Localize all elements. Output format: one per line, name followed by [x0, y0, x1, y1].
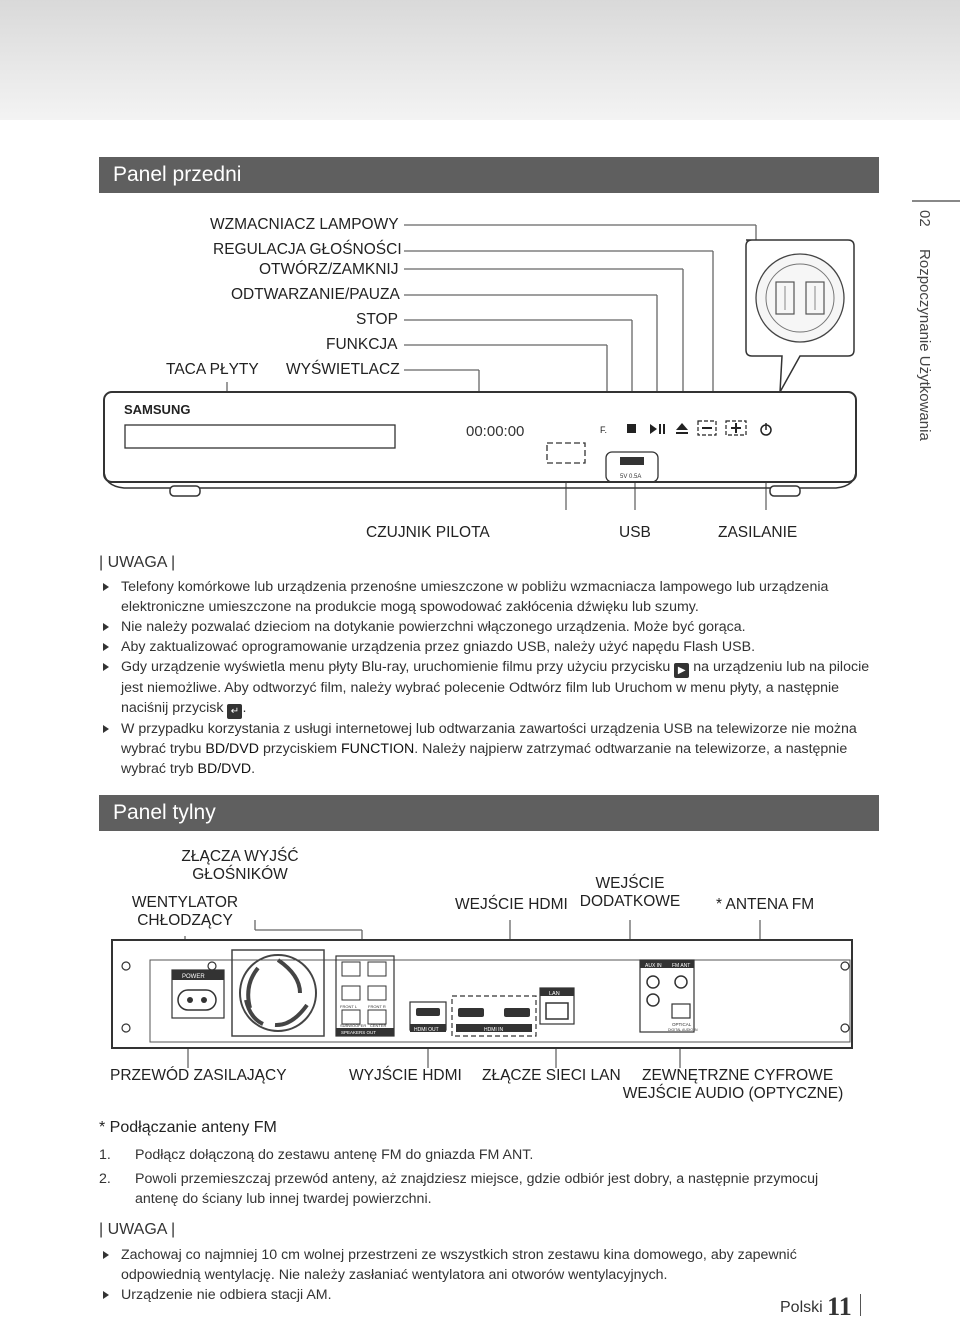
play-button-icon: ▶ [674, 663, 689, 678]
front-panel-diagram [0, 200, 900, 510]
note-list [99, 1245, 859, 1305]
note-text: W przypadku korzystania z usługi internetowej lub odtwarzania zawartości urządzenia USB na telewizorze nie można wybrać trybu [121, 721, 857, 757]
step-number: 2. [99, 1171, 111, 1187]
usb-rating: 5V 0.5A [620, 474, 642, 480]
footer-language: Polski [780, 1299, 823, 1316]
label-open-close: OTWÓRZ/ZAMKNIJ [259, 261, 399, 278]
page-number: 11 [827, 1292, 852, 1321]
note-list [99, 577, 889, 779]
center-label: CENTER [370, 1023, 387, 1028]
front-display-digits: 00:00:00 [466, 423, 525, 440]
label-remote-sensor: CZUJNIK PILOTA [366, 524, 490, 541]
note-title: | UWAGA | [99, 1221, 176, 1238]
mode-name: BD/DVD [205, 741, 259, 757]
label-optical-in: ZEWNĘTRZNE CYFROWE WEJŚCIE AUDIO (OPTYCZNE) [622, 1067, 844, 1102]
note-text: . [251, 761, 256, 777]
label-usb: USB [619, 524, 651, 541]
note-text: . [242, 700, 247, 716]
fm-step [99, 1169, 859, 1209]
label-tube-amp: WZMACNIACZ LAMPOWY [210, 216, 399, 233]
step-text: Podłącz dołączoną do zestawu antenę FM do gniazda FM ANT. [135, 1147, 534, 1163]
side-tab-number: 02 [916, 210, 933, 227]
side-tab-rule [912, 200, 960, 202]
note-text: przyciskiem [262, 741, 338, 757]
front-l-label: FRONT L [340, 1004, 358, 1009]
rear-power-label: POWER [182, 974, 205, 980]
note-item [99, 719, 889, 779]
label-volume: REGULACJA GŁOŚNOŚCI [213, 241, 402, 258]
note-item: Urządzenie nie odbiera stacji AM. [99, 1285, 859, 1305]
label-lan: ZŁĄCZE SIECI LAN [482, 1067, 621, 1084]
enter-button-icon: ↵ [227, 704, 242, 719]
note-title: | UWAGA | [99, 554, 176, 571]
footer-rule [860, 1294, 861, 1316]
fm-step [99, 1145, 859, 1165]
note-text: na urządzeniu lub na pilocie jest niemożliwe. Aby odtworzyć film, należy wybrać polecenie Odtwórz film lub Uruchom w menu płyty, a następnie naciśnij przycisk [121, 659, 870, 716]
side-tab [916, 210, 933, 441]
label-speaker-out: ZŁĄCZA WYJŚĆ GŁOŚNIKÓW [181, 848, 299, 883]
hdmi-in-port-label: HDMI IN [484, 1027, 504, 1033]
label-hdmi-out: WYJŚCIE HDMI [349, 1067, 462, 1084]
digital-audio-in-label: DIGITAL AUDIO IN [668, 1028, 698, 1032]
front-r-label: FRONT R [368, 1004, 386, 1009]
label-play-pause: ODTWARZANIE/PAUZA [231, 286, 400, 303]
section-title-front: Panel przedni [99, 157, 879, 193]
note-text: . Należy najpierw zatrzymać odtwarzanie na telewizorze, a następnie wybrać tryb [121, 741, 848, 777]
section-title-rear: Panel tylny [99, 795, 879, 831]
label-power-cord: PRZEWÓD ZASILAJĄCY [110, 1067, 287, 1084]
label-disc-tray: TACA PŁYTY [166, 361, 259, 378]
lan-port-label: LAN [549, 991, 560, 997]
step-text: Powoli przemieszczaj przewód anteny, aż znajdziesz miejsce, gdzie odbiór jest dobry, a następnie przymocuj antenę do ściany lub innej twardej powierzchni. [135, 1171, 819, 1207]
label-display: WYŚWIETLACZ [286, 361, 400, 378]
label-function: FUNKCJA [326, 336, 398, 353]
rear-panel-diagram [0, 920, 900, 1070]
optical-port-label: OPTICAL [672, 1022, 692, 1027]
mode-name: BD/DVD [197, 761, 252, 777]
fm-steps [99, 1145, 859, 1213]
header-band [0, 0, 960, 120]
note-item [99, 657, 889, 719]
note-text: Gdy urządzenie wyświetla menu płyty Blu-ray, uruchomienie filmu przy użyciu przycisku [121, 659, 671, 675]
label-fm-antenna: * ANTENA FM [716, 896, 815, 913]
hdmi-out-port-label: HDMI OUT [414, 1027, 439, 1033]
label-cooling-fan: WENTYLATOR CHŁODZĄCY [131, 894, 239, 929]
aux-in-port-label: AUX IN [645, 963, 662, 969]
fm-ant-port-label: FM ANT [672, 963, 691, 969]
step-number: 1. [99, 1147, 111, 1163]
label-power: ZASILANIE [718, 524, 798, 541]
note-item: Telefony komórkowe lub urządzenia przenośne umieszczone w pobliżu wzmacniacza lampowego lub urządzenia elektroniczne umieszczone na produkcie mogą spowodować zakłócenia dźwięku lub szumy. [99, 577, 889, 617]
label-hdmi-in: WEJŚCIE HDMI [455, 896, 568, 913]
note-item: Aby zaktualizować oprogramowanie urządzenia przez gniazdo USB, należy użyć napędu Flash USB. [99, 637, 889, 657]
label-aux-in: WEJŚCIE DODATKOWE [579, 875, 681, 910]
side-tab-title: Rozpoczynanie Użytkowania [916, 249, 933, 441]
brand-logo: SAMSUNG [124, 402, 191, 417]
button-name: FUNCTION [341, 741, 415, 757]
subwoofer-label: SUBWOOFER [340, 1023, 367, 1028]
note-item: Nie należy pozwalać dzieciom na dotykanie powierzchni włączonego urządzenia. Może być gorąca. [99, 617, 889, 637]
fm-section-title: * Podłączanie anteny FM [99, 1119, 277, 1136]
svg-text:F.: F. [600, 425, 608, 435]
label-stop: STOP [356, 311, 398, 328]
speakers-out-label: SPEAKERS OUT [341, 1030, 377, 1035]
note-item: Zachowaj co najmniej 10 cm wolnej przestrzeni ze wszystkich stron zestawu kina domowego, aby zapewnić odpowiednią wentylację. Nie należy zasłaniać wentylatora ani otworów wentylacyjnych. [99, 1245, 859, 1285]
